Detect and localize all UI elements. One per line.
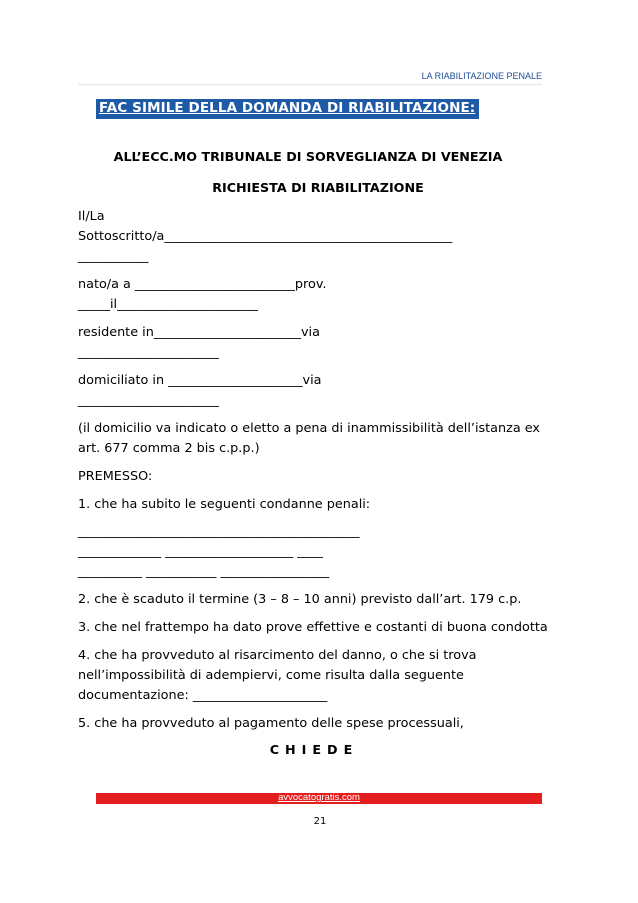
field-residence-street: ______________________ bbox=[78, 345, 219, 360]
field-birthplace: nato/a a _________________________prov. bbox=[78, 277, 327, 292]
premise-5: 5. che ha provveduto al pagamento delle spese processuali, bbox=[78, 716, 464, 731]
convictions-line-1: ____________________________________________ bbox=[78, 524, 360, 539]
chiede-heading-text: CHIEDE bbox=[269, 742, 359, 757]
convictions-line-2: _____________ ____________________ ____ bbox=[78, 544, 323, 559]
field-birthdate: _____il______________________ bbox=[78, 297, 258, 312]
field-label-il-la: Il/La bbox=[78, 209, 105, 224]
page-number-text: 21 bbox=[313, 816, 327, 827]
chiede-heading bbox=[0, 742, 638, 757]
header-divider bbox=[78, 84, 542, 85]
page-number bbox=[0, 816, 638, 827]
request-title-text: RICHIESTA DI RIABILITAZIONE bbox=[212, 180, 424, 195]
premise-3: 3. che nel frattempo ha dato prove effettive e costanti di buona condotta bbox=[78, 620, 548, 635]
field-residence: residente in_______________________via bbox=[78, 325, 320, 340]
field-domicile: domiciliato in _____________________via bbox=[78, 373, 322, 388]
field-sottoscritto-cont: ___________ bbox=[78, 249, 149, 264]
field-domicile-street: ______________________ bbox=[78, 393, 219, 408]
premesso-label: PREMESSO: bbox=[78, 469, 153, 484]
premise-1: 1. che ha subito le seguenti condanne penali: bbox=[78, 497, 371, 512]
domicile-note-line2: art. 677 comma 2 bis c.p.p.) bbox=[78, 441, 260, 456]
premise-4-line2: nell’impossibilità di adempiervi, come risulta dalla seguente bbox=[78, 668, 464, 683]
court-addressee-text: ALL’ECC.MO TRIBUNALE DI SORVEGLIANZA DI VENEZIA bbox=[113, 149, 503, 164]
premise-2: 2. che è scaduto il termine (3 – 8 – 10 anni) previsto dall’art. 179 c.p. bbox=[78, 592, 522, 607]
domicile-note-line1: (il domicilio va indicato o eletto a pena di inammissibilità dell’istanza ex bbox=[78, 421, 540, 436]
request-title bbox=[0, 180, 638, 195]
convictions-line-3: __________ ___________ _________________ bbox=[78, 564, 330, 579]
premise-4-line3: documentazione: _____________________ bbox=[78, 688, 328, 703]
premise-4-line1: 4. che ha provveduto al risarcimento del danno, o che si trova bbox=[78, 648, 477, 663]
footer-website-link[interactable]: avvocatogratis.com bbox=[278, 792, 360, 803]
form-heading: FAC SIMILE DELLA DOMANDA DI RIABILITAZIONE: bbox=[96, 99, 479, 119]
footer-bar bbox=[96, 793, 542, 804]
running-header: LA RIABILITAZIONE PENALE bbox=[421, 71, 542, 81]
field-sottoscritto: Sottoscritto/a_____________________________________________ bbox=[78, 229, 453, 244]
court-addressee bbox=[0, 149, 638, 164]
